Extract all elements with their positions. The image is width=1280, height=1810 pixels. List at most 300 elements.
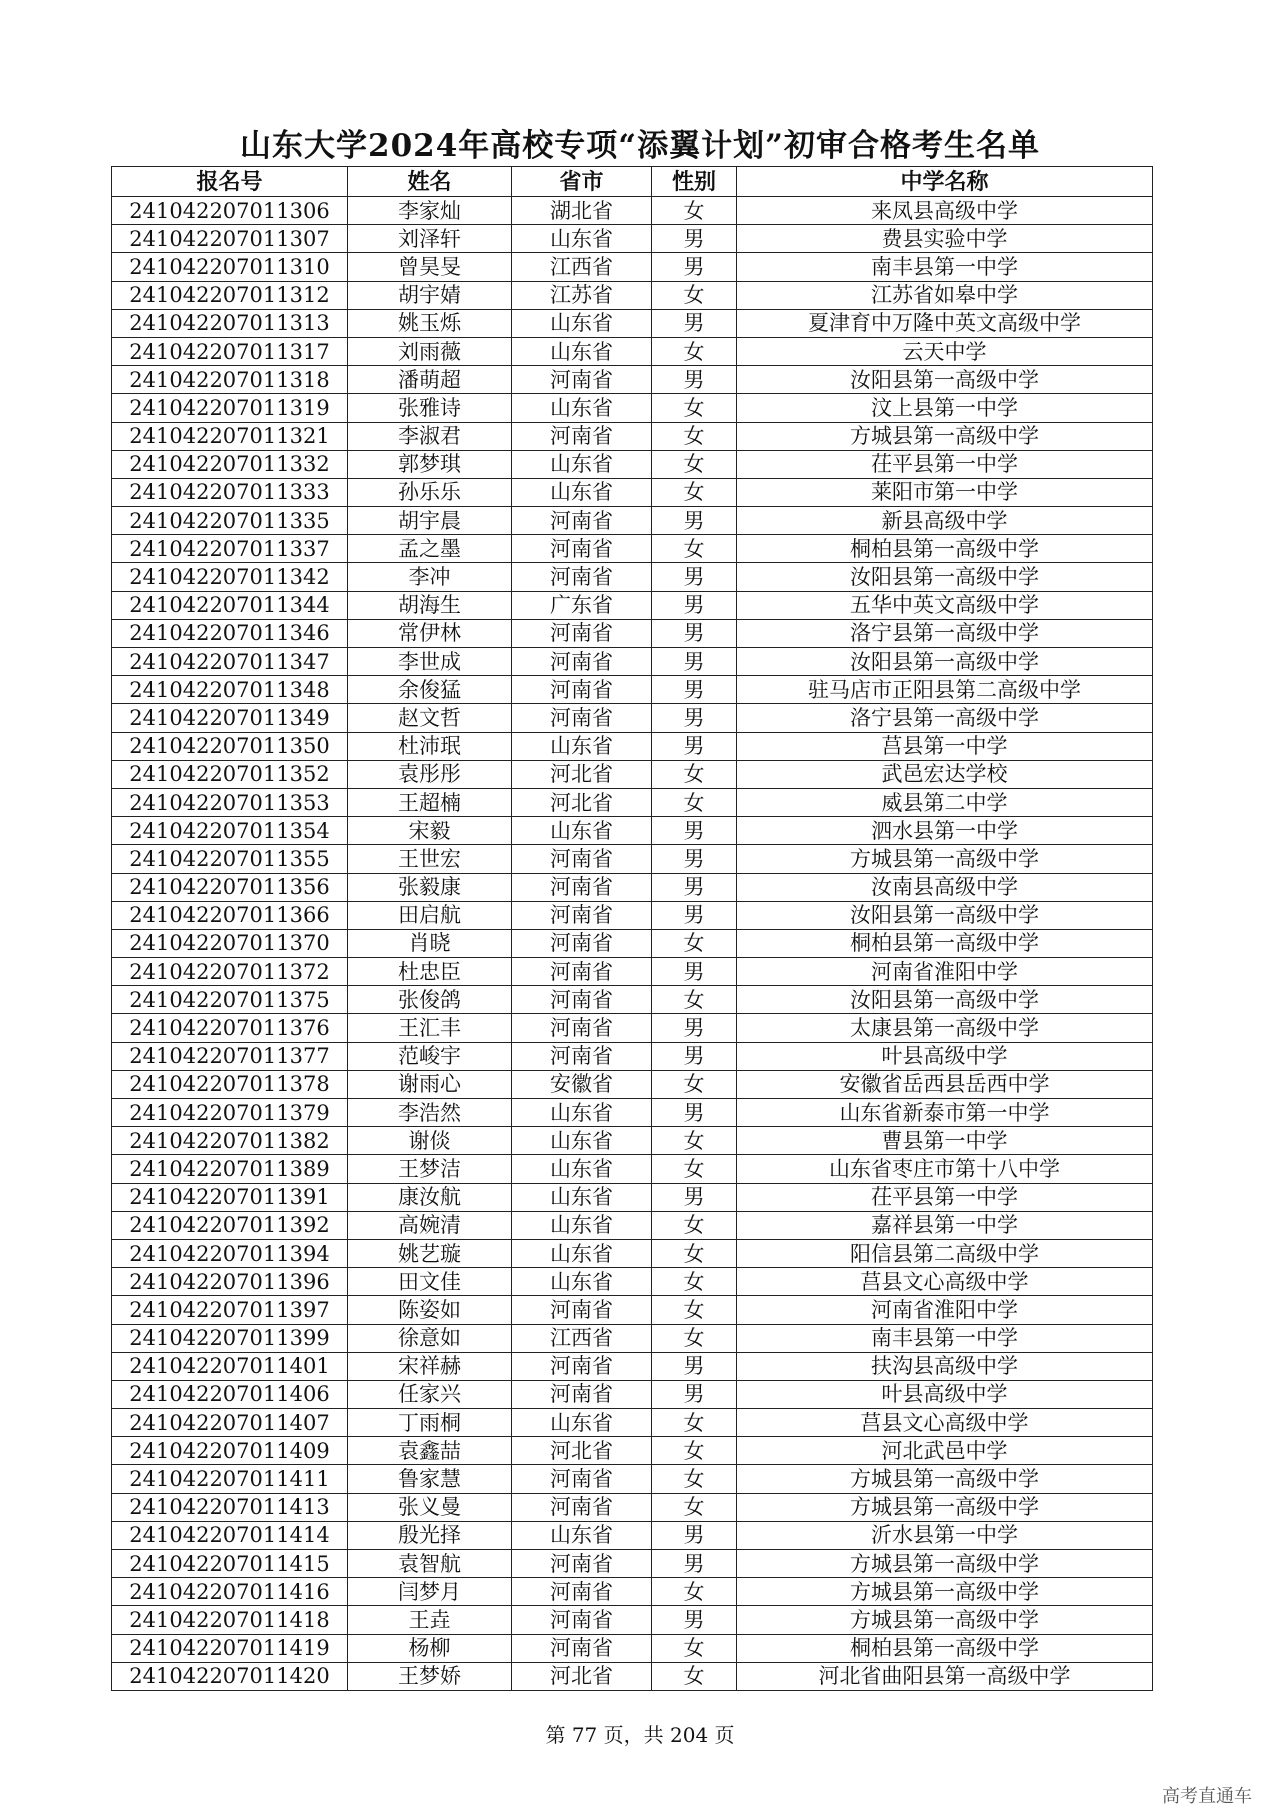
table-row bbox=[112, 958, 1153, 986]
school-name-cell: 费县实验中学 bbox=[737, 225, 1153, 253]
registration-number-cell: 241042207011318 bbox=[112, 366, 348, 394]
registration-number-cell: 241042207011348 bbox=[112, 676, 348, 704]
gender-cell: 男 bbox=[652, 648, 737, 676]
school-name-cell: 方城县第一高级中学 bbox=[737, 1578, 1153, 1606]
school-name-cell: 桐柏县第一高级中学 bbox=[737, 929, 1153, 957]
school-name-cell: 泗水县第一中学 bbox=[737, 817, 1153, 845]
table-row bbox=[112, 1014, 1153, 1042]
student-name-cell: 宋祥赫 bbox=[348, 1352, 512, 1380]
province-cell: 山东省 bbox=[512, 1521, 652, 1549]
province-cell: 江苏省 bbox=[512, 281, 652, 309]
province-cell: 山东省 bbox=[512, 309, 652, 337]
gender-cell: 男 bbox=[652, 873, 737, 901]
registration-number-cell: 241042207011401 bbox=[112, 1352, 348, 1380]
school-name-cell: 莒县第一中学 bbox=[737, 732, 1153, 760]
school-name-cell: 叶县高级中学 bbox=[737, 1380, 1153, 1408]
student-name-cell: 丁雨桐 bbox=[348, 1409, 512, 1437]
registration-number-cell: 241042207011392 bbox=[112, 1211, 348, 1239]
province-cell: 广东省 bbox=[512, 591, 652, 619]
school-name-cell: 嘉祥县第一中学 bbox=[737, 1211, 1153, 1239]
table-row bbox=[112, 337, 1153, 365]
table-row bbox=[112, 845, 1153, 873]
table-row bbox=[112, 676, 1153, 704]
table-row bbox=[112, 1634, 1153, 1662]
table-row bbox=[112, 760, 1153, 788]
registration-number-cell: 241042207011375 bbox=[112, 986, 348, 1014]
student-name-cell: 李冲 bbox=[348, 563, 512, 591]
registration-number-cell: 241042207011356 bbox=[112, 873, 348, 901]
student-name-cell: 王梦洁 bbox=[348, 1155, 512, 1183]
province-cell: 山东省 bbox=[512, 1409, 652, 1437]
registration-number-cell: 241042207011413 bbox=[112, 1493, 348, 1521]
province-cell: 河南省 bbox=[512, 1380, 652, 1408]
gender-cell: 女 bbox=[652, 535, 737, 563]
registration-number-cell: 241042207011376 bbox=[112, 1014, 348, 1042]
student-name-cell: 李家灿 bbox=[348, 197, 512, 225]
registration-number-cell: 241042207011382 bbox=[112, 1127, 348, 1155]
province-cell: 河南省 bbox=[512, 1550, 652, 1578]
gender-cell: 男 bbox=[652, 676, 737, 704]
school-name-cell: 汝南县高级中学 bbox=[737, 873, 1153, 901]
registration-number-cell: 241042207011313 bbox=[112, 309, 348, 337]
registration-number-cell: 241042207011335 bbox=[112, 507, 348, 535]
student-name-cell: 杨柳 bbox=[348, 1634, 512, 1662]
gender-cell: 女 bbox=[652, 281, 737, 309]
province-cell: 河南省 bbox=[512, 507, 652, 535]
school-name-cell: 南丰县第一中学 bbox=[737, 1324, 1153, 1352]
student-name-cell: 谢雨心 bbox=[348, 1070, 512, 1098]
table-row bbox=[112, 1578, 1153, 1606]
registration-number-cell: 241042207011391 bbox=[112, 1183, 348, 1211]
registration-number-cell: 241042207011415 bbox=[112, 1550, 348, 1578]
student-name-cell: 赵文哲 bbox=[348, 704, 512, 732]
gender-cell: 男 bbox=[652, 1550, 737, 1578]
student-name-cell: 田文佳 bbox=[348, 1268, 512, 1296]
gender-cell: 男 bbox=[652, 591, 737, 619]
registration-number-cell: 241042207011321 bbox=[112, 422, 348, 450]
gender-cell: 男 bbox=[652, 366, 737, 394]
registration-number-cell: 241042207011332 bbox=[112, 450, 348, 478]
province-cell: 山东省 bbox=[512, 478, 652, 506]
table-row bbox=[112, 901, 1153, 929]
gender-cell: 女 bbox=[652, 1662, 737, 1690]
registration-number-cell: 241042207011344 bbox=[112, 591, 348, 619]
province-cell: 河南省 bbox=[512, 535, 652, 563]
table-row bbox=[112, 1183, 1153, 1211]
header-province: 省市 bbox=[512, 167, 652, 197]
school-name-cell: 叶县高级中学 bbox=[737, 1042, 1153, 1070]
school-name-cell: 汝阳县第一高级中学 bbox=[737, 901, 1153, 929]
school-name-cell: 南丰县第一中学 bbox=[737, 253, 1153, 281]
gender-cell: 男 bbox=[652, 507, 737, 535]
student-name-cell: 孟之墨 bbox=[348, 535, 512, 563]
registration-number-cell: 241042207011354 bbox=[112, 817, 348, 845]
student-name-cell: 张义曼 bbox=[348, 1493, 512, 1521]
registration-number-cell: 241042207011406 bbox=[112, 1380, 348, 1408]
table-row bbox=[112, 1042, 1153, 1070]
gender-cell: 女 bbox=[652, 1465, 737, 1493]
table-row bbox=[112, 873, 1153, 901]
school-name-cell: 茌平县第一中学 bbox=[737, 450, 1153, 478]
student-name-cell: 肖晓 bbox=[348, 929, 512, 957]
province-cell: 山东省 bbox=[512, 225, 652, 253]
school-name-cell: 方城县第一高级中学 bbox=[737, 1606, 1153, 1634]
registration-number-cell: 241042207011352 bbox=[112, 760, 348, 788]
registration-number-cell: 241042207011370 bbox=[112, 929, 348, 957]
gender-cell: 女 bbox=[652, 1211, 737, 1239]
student-name-cell: 潘萌超 bbox=[348, 366, 512, 394]
gender-cell: 男 bbox=[652, 563, 737, 591]
table-row bbox=[112, 563, 1153, 591]
table-row bbox=[112, 1380, 1153, 1408]
table-row bbox=[112, 1493, 1153, 1521]
table-row bbox=[112, 1127, 1153, 1155]
province-cell: 山东省 bbox=[512, 1239, 652, 1267]
registration-number-cell: 241042207011317 bbox=[112, 337, 348, 365]
school-name-cell: 夏津育中万隆中英文高级中学 bbox=[737, 309, 1153, 337]
school-name-cell: 桐柏县第一高级中学 bbox=[737, 535, 1153, 563]
province-cell: 河南省 bbox=[512, 1014, 652, 1042]
page-footer: 第 77 页，共 204 页 bbox=[545, 1723, 735, 1747]
school-name-cell: 驻马店市正阳县第二高级中学 bbox=[737, 676, 1153, 704]
province-cell: 山东省 bbox=[512, 1099, 652, 1127]
province-cell: 河南省 bbox=[512, 563, 652, 591]
gender-cell: 女 bbox=[652, 929, 737, 957]
province-cell: 河南省 bbox=[512, 1634, 652, 1662]
student-name-cell: 王梦娇 bbox=[348, 1662, 512, 1690]
province-cell: 山东省 bbox=[512, 1155, 652, 1183]
watermark: 高考直通车 bbox=[1162, 1786, 1252, 1807]
school-name-cell: 武邑宏达学校 bbox=[737, 760, 1153, 788]
table-row bbox=[112, 1211, 1153, 1239]
table-row bbox=[112, 986, 1153, 1014]
province-cell: 河南省 bbox=[512, 901, 652, 929]
gender-cell: 女 bbox=[652, 1268, 737, 1296]
registration-number-cell: 241042207011355 bbox=[112, 845, 348, 873]
province-cell: 河南省 bbox=[512, 366, 652, 394]
header-school: 中学名称 bbox=[737, 167, 1153, 197]
gender-cell: 男 bbox=[652, 1183, 737, 1211]
province-cell: 山东省 bbox=[512, 1211, 652, 1239]
registration-number-cell: 241042207011319 bbox=[112, 394, 348, 422]
table-row bbox=[112, 1662, 1153, 1690]
school-name-cell: 五华中英文高级中学 bbox=[737, 591, 1153, 619]
gender-cell: 男 bbox=[652, 1352, 737, 1380]
registration-number-cell: 241042207011397 bbox=[112, 1296, 348, 1324]
school-name-cell: 山东省新泰市第一中学 bbox=[737, 1099, 1153, 1127]
table-row bbox=[112, 1296, 1153, 1324]
gender-cell: 女 bbox=[652, 1155, 737, 1183]
gender-cell: 男 bbox=[652, 1014, 737, 1042]
gender-cell: 女 bbox=[652, 1493, 737, 1521]
school-name-cell: 方城县第一高级中学 bbox=[737, 1550, 1153, 1578]
gender-cell: 男 bbox=[652, 1380, 737, 1408]
student-name-cell: 范峻宇 bbox=[348, 1042, 512, 1070]
student-name-cell: 袁智航 bbox=[348, 1550, 512, 1578]
school-name-cell: 阳信县第二高级中学 bbox=[737, 1239, 1153, 1267]
province-cell: 河南省 bbox=[512, 986, 652, 1014]
gender-cell: 男 bbox=[652, 704, 737, 732]
gender-cell: 女 bbox=[652, 1409, 737, 1437]
gender-cell: 男 bbox=[652, 817, 737, 845]
school-name-cell: 汝阳县第一高级中学 bbox=[737, 366, 1153, 394]
province-cell: 山东省 bbox=[512, 732, 652, 760]
table-row bbox=[112, 817, 1153, 845]
registration-number-cell: 241042207011353 bbox=[112, 788, 348, 816]
gender-cell: 女 bbox=[652, 1324, 737, 1352]
registration-number-cell: 241042207011307 bbox=[112, 225, 348, 253]
province-cell: 河南省 bbox=[512, 1296, 652, 1324]
school-name-cell: 威县第二中学 bbox=[737, 788, 1153, 816]
student-name-cell: 胡宇婧 bbox=[348, 281, 512, 309]
gender-cell: 女 bbox=[652, 197, 737, 225]
gender-cell: 男 bbox=[652, 253, 737, 281]
student-name-cell: 徐意如 bbox=[348, 1324, 512, 1352]
table-row bbox=[112, 1409, 1153, 1437]
school-name-cell: 山东省枣庄市第十八中学 bbox=[737, 1155, 1153, 1183]
student-name-cell: 曾昊旻 bbox=[348, 253, 512, 281]
province-cell: 河北省 bbox=[512, 788, 652, 816]
registration-number-cell: 241042207011389 bbox=[112, 1155, 348, 1183]
student-name-cell: 高婉清 bbox=[348, 1211, 512, 1239]
table-row bbox=[112, 507, 1153, 535]
gender-cell: 女 bbox=[652, 1578, 737, 1606]
gender-cell: 男 bbox=[652, 1521, 737, 1549]
gender-cell: 女 bbox=[652, 1634, 737, 1662]
table-header-row bbox=[112, 167, 1153, 197]
province-cell: 河南省 bbox=[512, 873, 652, 901]
student-name-cell: 李世成 bbox=[348, 648, 512, 676]
table-row bbox=[112, 591, 1153, 619]
school-name-cell: 方城县第一高级中学 bbox=[737, 422, 1153, 450]
school-name-cell: 桐柏县第一高级中学 bbox=[737, 1634, 1153, 1662]
province-cell: 河南省 bbox=[512, 845, 652, 873]
province-cell: 河北省 bbox=[512, 1437, 652, 1465]
registration-number-cell: 241042207011419 bbox=[112, 1634, 348, 1662]
gender-cell: 女 bbox=[652, 1070, 737, 1098]
student-name-cell: 鲁家慧 bbox=[348, 1465, 512, 1493]
student-name-cell: 王世宏 bbox=[348, 845, 512, 873]
header-name: 姓名 bbox=[348, 167, 512, 197]
candidate-table bbox=[111, 166, 1153, 1691]
province-cell: 河北省 bbox=[512, 760, 652, 788]
gender-cell: 男 bbox=[652, 225, 737, 253]
province-cell: 山东省 bbox=[512, 1183, 652, 1211]
gender-cell: 女 bbox=[652, 1296, 737, 1324]
student-name-cell: 王垚 bbox=[348, 1606, 512, 1634]
table-row bbox=[112, 1155, 1153, 1183]
student-name-cell: 宋毅 bbox=[348, 817, 512, 845]
student-name-cell: 袁鑫喆 bbox=[348, 1437, 512, 1465]
province-cell: 河南省 bbox=[512, 704, 652, 732]
registration-number-cell: 241042207011377 bbox=[112, 1042, 348, 1070]
province-cell: 安徽省 bbox=[512, 1070, 652, 1098]
student-name-cell: 王汇丰 bbox=[348, 1014, 512, 1042]
table-row bbox=[112, 309, 1153, 337]
student-name-cell: 张俊鸽 bbox=[348, 986, 512, 1014]
school-name-cell: 汝阳县第一高级中学 bbox=[737, 563, 1153, 591]
table-row bbox=[112, 478, 1153, 506]
student-name-cell: 胡宇晨 bbox=[348, 507, 512, 535]
province-cell: 河南省 bbox=[512, 648, 652, 676]
registration-number-cell: 241042207011414 bbox=[112, 1521, 348, 1549]
student-name-cell: 杜忠臣 bbox=[348, 958, 512, 986]
registration-number-cell: 241042207011409 bbox=[112, 1437, 348, 1465]
school-name-cell: 方城县第一高级中学 bbox=[737, 845, 1153, 873]
registration-number-cell: 241042207011312 bbox=[112, 281, 348, 309]
gender-cell: 女 bbox=[652, 1437, 737, 1465]
student-name-cell: 殷光择 bbox=[348, 1521, 512, 1549]
table-row bbox=[112, 788, 1153, 816]
school-name-cell: 沂水县第一中学 bbox=[737, 1521, 1153, 1549]
school-name-cell: 安徽省岳西县岳西中学 bbox=[737, 1070, 1153, 1098]
student-name-cell: 李淑君 bbox=[348, 422, 512, 450]
registration-number-cell: 241042207011347 bbox=[112, 648, 348, 676]
student-name-cell: 姚艺璇 bbox=[348, 1239, 512, 1267]
student-name-cell: 余俊猛 bbox=[348, 676, 512, 704]
student-name-cell: 姚玉烁 bbox=[348, 309, 512, 337]
school-name-cell: 洛宁县第一高级中学 bbox=[737, 704, 1153, 732]
province-cell: 河南省 bbox=[512, 619, 652, 647]
table-row bbox=[112, 253, 1153, 281]
gender-cell: 男 bbox=[652, 845, 737, 873]
registration-number-cell: 241042207011366 bbox=[112, 901, 348, 929]
gender-cell: 男 bbox=[652, 1606, 737, 1634]
student-name-cell: 张雅诗 bbox=[348, 394, 512, 422]
table-row bbox=[112, 197, 1153, 225]
registration-number-cell: 241042207011420 bbox=[112, 1662, 348, 1690]
province-cell: 河北省 bbox=[512, 1662, 652, 1690]
school-name-cell: 莒县文心高级中学 bbox=[737, 1409, 1153, 1437]
table-row bbox=[112, 450, 1153, 478]
gender-cell: 男 bbox=[652, 732, 737, 760]
student-name-cell: 刘雨薇 bbox=[348, 337, 512, 365]
gender-cell: 女 bbox=[652, 1127, 737, 1155]
registration-number-cell: 241042207011349 bbox=[112, 704, 348, 732]
province-cell: 山东省 bbox=[512, 1268, 652, 1296]
table-row bbox=[112, 225, 1153, 253]
school-name-cell: 洛宁县第一高级中学 bbox=[737, 619, 1153, 647]
province-cell: 江西省 bbox=[512, 1324, 652, 1352]
registration-number-cell: 241042207011379 bbox=[112, 1099, 348, 1127]
table-row bbox=[112, 929, 1153, 957]
student-name-cell: 刘泽轩 bbox=[348, 225, 512, 253]
school-name-cell: 河南省淮阳中学 bbox=[737, 958, 1153, 986]
student-name-cell: 王超楠 bbox=[348, 788, 512, 816]
table-row bbox=[112, 1606, 1153, 1634]
table-row bbox=[112, 281, 1153, 309]
province-cell: 河南省 bbox=[512, 1042, 652, 1070]
table-row bbox=[112, 1268, 1153, 1296]
school-name-cell: 汶上县第一中学 bbox=[737, 394, 1153, 422]
school-name-cell: 河北武邑中学 bbox=[737, 1437, 1153, 1465]
student-name-cell: 袁彤彤 bbox=[348, 760, 512, 788]
gender-cell: 女 bbox=[652, 337, 737, 365]
gender-cell: 女 bbox=[652, 422, 737, 450]
registration-number-cell: 241042207011378 bbox=[112, 1070, 348, 1098]
gender-cell: 男 bbox=[652, 1099, 737, 1127]
school-name-cell: 来凤县高级中学 bbox=[737, 197, 1153, 225]
province-cell: 河南省 bbox=[512, 1578, 652, 1606]
province-cell: 河南省 bbox=[512, 1493, 652, 1521]
table-row bbox=[112, 394, 1153, 422]
student-name-cell: 田启航 bbox=[348, 901, 512, 929]
table-row bbox=[112, 422, 1153, 450]
student-name-cell: 胡海生 bbox=[348, 591, 512, 619]
student-name-cell: 谢倓 bbox=[348, 1127, 512, 1155]
gender-cell: 男 bbox=[652, 309, 737, 337]
province-cell: 河南省 bbox=[512, 422, 652, 450]
province-cell: 江西省 bbox=[512, 253, 652, 281]
student-name-cell: 闫梦月 bbox=[348, 1578, 512, 1606]
student-name-cell: 任家兴 bbox=[348, 1380, 512, 1408]
school-name-cell: 云天中学 bbox=[737, 337, 1153, 365]
table-row bbox=[112, 1437, 1153, 1465]
registration-number-cell: 241042207011342 bbox=[112, 563, 348, 591]
student-name-cell: 陈姿如 bbox=[348, 1296, 512, 1324]
page-title: 山东大学2024年高校专项“添翼计划”初审合格考生名单 bbox=[240, 128, 1040, 164]
gender-cell: 女 bbox=[652, 788, 737, 816]
table-row bbox=[112, 1550, 1153, 1578]
province-cell: 山东省 bbox=[512, 394, 652, 422]
registration-number-cell: 241042207011333 bbox=[112, 478, 348, 506]
student-name-cell: 杜沛珉 bbox=[348, 732, 512, 760]
table-row bbox=[112, 535, 1153, 563]
registration-number-cell: 241042207011350 bbox=[112, 732, 348, 760]
registration-number-cell: 241042207011399 bbox=[112, 1324, 348, 1352]
school-name-cell: 曹县第一中学 bbox=[737, 1127, 1153, 1155]
registration-number-cell: 241042207011396 bbox=[112, 1268, 348, 1296]
registration-number-cell: 241042207011372 bbox=[112, 958, 348, 986]
province-cell: 河南省 bbox=[512, 676, 652, 704]
table-row bbox=[112, 619, 1153, 647]
table-row bbox=[112, 366, 1153, 394]
table-row bbox=[112, 732, 1153, 760]
registration-number-cell: 241042207011418 bbox=[112, 1606, 348, 1634]
school-name-cell: 河北省曲阳县第一高级中学 bbox=[737, 1662, 1153, 1690]
school-name-cell: 茌平县第一中学 bbox=[737, 1183, 1153, 1211]
table-row bbox=[112, 1465, 1153, 1493]
gender-cell: 女 bbox=[652, 478, 737, 506]
gender-cell: 女 bbox=[652, 986, 737, 1014]
gender-cell: 男 bbox=[652, 619, 737, 647]
school-name-cell: 扶沟县高级中学 bbox=[737, 1352, 1153, 1380]
registration-number-cell: 241042207011411 bbox=[112, 1465, 348, 1493]
table-row bbox=[112, 1239, 1153, 1267]
table-row bbox=[112, 1324, 1153, 1352]
table-row bbox=[112, 1521, 1153, 1549]
table-row bbox=[112, 1352, 1153, 1380]
registration-number-cell: 241042207011416 bbox=[112, 1578, 348, 1606]
province-cell: 山东省 bbox=[512, 337, 652, 365]
school-name-cell: 方城县第一高级中学 bbox=[737, 1465, 1153, 1493]
gender-cell: 女 bbox=[652, 760, 737, 788]
school-name-cell: 太康县第一高级中学 bbox=[737, 1014, 1153, 1042]
school-name-cell: 方城县第一高级中学 bbox=[737, 1493, 1153, 1521]
gender-cell: 女 bbox=[652, 450, 737, 478]
student-name-cell: 孙乐乐 bbox=[348, 478, 512, 506]
province-cell: 山东省 bbox=[512, 450, 652, 478]
province-cell: 山东省 bbox=[512, 1127, 652, 1155]
province-cell: 河南省 bbox=[512, 929, 652, 957]
registration-number-cell: 241042207011394 bbox=[112, 1239, 348, 1267]
table-row bbox=[112, 648, 1153, 676]
school-name-cell: 新县高级中学 bbox=[737, 507, 1153, 535]
province-cell: 河南省 bbox=[512, 958, 652, 986]
student-name-cell: 康汝航 bbox=[348, 1183, 512, 1211]
province-cell: 河南省 bbox=[512, 1352, 652, 1380]
gender-cell: 女 bbox=[652, 394, 737, 422]
